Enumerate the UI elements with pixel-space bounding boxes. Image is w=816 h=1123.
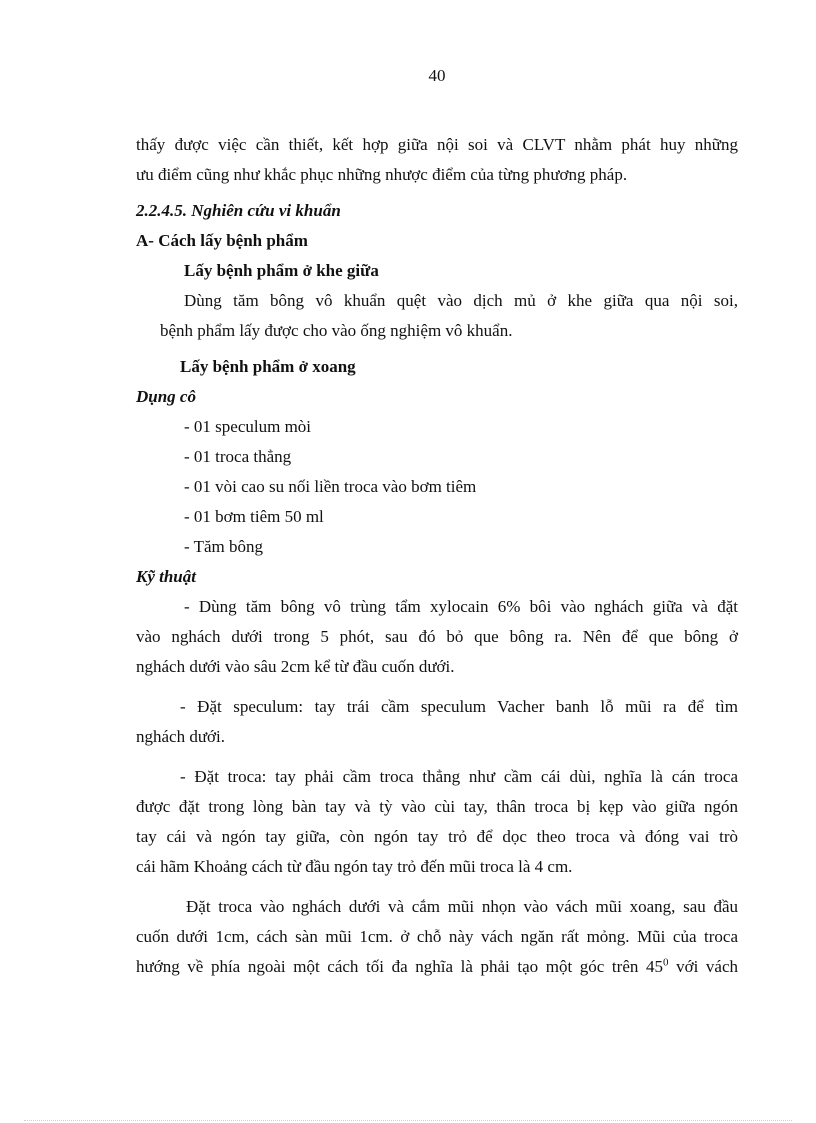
technique-paragraph-2 <box>136 692 738 752</box>
tools-item: - 01 bơm tiêm 50 ml <box>184 507 324 526</box>
intro-line-2: ưu điểm cũng như khắc phục những nhược điểm của từng phương pháp. <box>136 165 628 184</box>
khe-giua-line-1: Dùng tăm bông vô khuẩn quệt vào dịch mủ ở khe giữa qua nội soi, <box>184 291 738 310</box>
khe-giua-paragraph <box>136 286 738 346</box>
technique-paragraph-4 <box>136 892 738 982</box>
technique-paragraph-1 <box>136 592 738 682</box>
heading-khe-giua: Lấy bệnh phẩm ở khe giữa <box>184 261 379 280</box>
section-heading: 2.2.4.5. Nghiên cứu vi khuẩn <box>136 201 341 220</box>
technique-p4-line-3 <box>136 952 738 982</box>
technique-p4-line-3-text: hướng về phía ngoài một cách tối đa nghĩa là phải tạo một góc trên 45 <box>136 957 663 976</box>
tools-item: - 01 speculum mòi <box>184 417 312 436</box>
subsection-heading-a: A- Cách lấy bệnh phẩm <box>136 231 308 250</box>
heading-xoang: Lấy bệnh phẩm ở xoang <box>180 357 356 376</box>
degree-superscript: 0 <box>662 956 669 969</box>
technique-p3-line-3: tay cái và ngón tay giữa, còn ngón tay trỏ để dọc theo troca và đóng vai trò <box>136 827 738 846</box>
tools-list <box>136 412 738 562</box>
technique-heading: Kỹ thuật <box>136 567 196 586</box>
technique-paragraph-3 <box>136 762 738 882</box>
technique-p2-line-1: - Đặt speculum: tay trái cầm speculum Vacher banh lỗ mũi ra để tìm <box>180 697 738 716</box>
page-content <box>136 130 738 982</box>
tools-heading: Dụng cô <box>136 387 196 406</box>
page-number: 40 <box>428 66 446 85</box>
intro-line-1: thấy được việc cần thiết, kết hợp giữa nội soi và CLVT nhằm phát huy những <box>136 135 738 154</box>
technique-p1-line-3: nghách dưới vào sâu 2cm kể từ đầu cuốn dưới. <box>136 657 455 676</box>
khe-giua-line-2: bệnh phẩm lấy được cho vào ống nghiệm vô khuẩn. <box>160 321 513 340</box>
tools-item: - 01 vòi cao su nối liền troca vào bơm tiêm <box>184 477 477 496</box>
technique-p3-line-2: được đặt trong lòng bàn tay và tỳ vào cùi tay, thân troca bị kẹp vào giữa ngón <box>136 797 738 816</box>
technique-p1-line-2: vào nghách dưới trong 5 phót, sau đó bỏ que bông ra. Nên để que bông ở <box>136 627 738 646</box>
technique-p1-line-1: - Dùng tăm bông vô trùng tẩm xylocain 6% bôi vào nghách giữa và đặt <box>184 597 738 616</box>
intro-paragraph <box>136 130 738 190</box>
technique-p3-line-1: - Đặt troca: tay phải cầm troca thẳng như cầm cái dùi, nghĩa là cán troca <box>180 767 738 786</box>
technique-p3-line-4: cái hãm Khoảng cách từ đầu ngón tay trỏ đến mũi troca là 4 cm. <box>136 857 573 876</box>
tools-item: - 01 troca thẳng <box>184 447 292 466</box>
tools-item: - Tăm bông <box>184 537 264 556</box>
technique-p4-line-1: Đặt troca vào nghách dưới và cắm mũi nhọn vào vách mũi xoang, sau đầu <box>186 897 738 916</box>
technique-p2-line-2: nghách dưới. <box>136 727 226 746</box>
technique-p4-line-3-tail: với vách <box>668 957 739 976</box>
technique-p4-line-2: cuốn dưới 1cm, cách sàn mũi 1cm. ở chỗ này vách ngăn rất mỏng. Mũi của troca <box>136 927 738 946</box>
bottom-dotted-rule <box>24 1120 792 1121</box>
